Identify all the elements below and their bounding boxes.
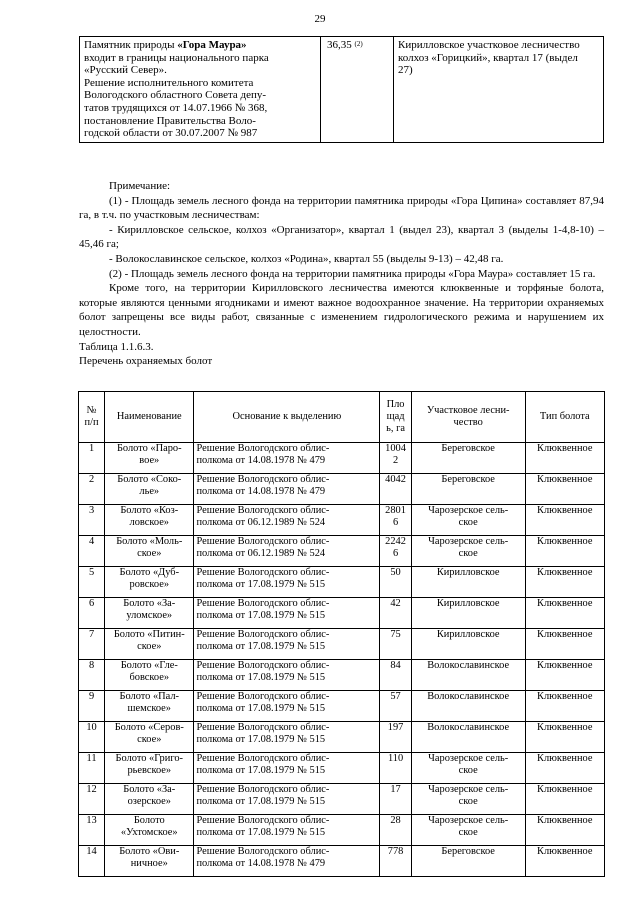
row-number-line: 10 bbox=[86, 722, 97, 733]
bog-name-line: Болото «Коз- bbox=[120, 505, 179, 516]
bog-basis-line: Решение Вологодского облис- bbox=[196, 536, 330, 547]
bog-basis bbox=[194, 567, 380, 598]
bog-name-line: Болото «Серов- bbox=[114, 722, 184, 733]
monument-continuation-table bbox=[79, 36, 604, 143]
bog-forestry bbox=[411, 722, 525, 753]
bog-name bbox=[105, 660, 194, 691]
bog-basis bbox=[194, 474, 380, 505]
bog-type bbox=[525, 629, 604, 660]
bog-forestry bbox=[411, 691, 525, 722]
bog-type-line: Клюквенное bbox=[537, 567, 593, 578]
bog-area-line: 17 bbox=[390, 784, 401, 795]
page-number: 29 bbox=[314, 13, 326, 25]
header-forestry: Участковое лесни- чество bbox=[411, 392, 525, 443]
bog-name bbox=[105, 691, 194, 722]
row-number-line: 1 bbox=[88, 443, 95, 454]
area-footnote-mark: (2) bbox=[354, 40, 363, 48]
row-number-line: 8 bbox=[88, 660, 95, 671]
bog-name bbox=[105, 753, 194, 784]
row-number-line: 13 bbox=[86, 815, 97, 826]
bog-type-line: Клюквенное bbox=[537, 629, 593, 640]
bog-type-line: Клюквенное bbox=[537, 722, 593, 733]
bog-forestry bbox=[411, 443, 525, 474]
bog-basis bbox=[194, 598, 380, 629]
protected-bogs-table bbox=[78, 391, 605, 877]
bog-basis-line: Решение Вологодского облис- bbox=[196, 505, 330, 516]
row-number-line: 12 bbox=[86, 784, 97, 795]
bog-area-line: 197 bbox=[387, 722, 404, 733]
bog-name bbox=[105, 784, 194, 815]
monument-description-cell bbox=[80, 37, 321, 143]
bog-area bbox=[380, 722, 412, 753]
note-1: (1) - Площадь земель лесного фонда на территории памятника природы «Гора Ципина» составляет 87,94 га, в т.ч. по участковым лесничествам: bbox=[79, 194, 604, 222]
table-row bbox=[79, 691, 605, 722]
header-area: Пло щад ь, га bbox=[380, 392, 412, 443]
table-row bbox=[79, 753, 605, 784]
row-number-line: 5 bbox=[88, 567, 95, 578]
note-2: (2) - Площадь земель лесного фонда на территории памятника природы «Гора Маура» составляет 15 га. bbox=[109, 267, 596, 280]
table-row bbox=[79, 784, 605, 815]
monument-prefix: Памятник природы bbox=[84, 39, 178, 51]
bog-forestry bbox=[411, 660, 525, 691]
bog-area bbox=[380, 598, 412, 629]
table-label: Таблица 1.1.6.3. bbox=[79, 340, 154, 353]
monument-line: Вологодского областного Совета депу- bbox=[84, 89, 267, 102]
forestry-line: колхоз «Горицкий», квартал 17 (выдел bbox=[398, 51, 578, 64]
bog-forestry-line: Кирилловское bbox=[436, 598, 500, 609]
bog-name-line: вое» bbox=[139, 455, 160, 466]
bog-basis-line: Решение Вологодского облис- bbox=[196, 660, 330, 671]
bog-name-line: Болото «Соко- bbox=[117, 474, 182, 485]
row-number bbox=[79, 536, 105, 567]
bog-basis-line: полкома от 14.08.1978 № 479 bbox=[196, 455, 326, 466]
table-caption: Перечень охраняемых болот bbox=[79, 355, 213, 368]
bog-type-line: Клюквенное bbox=[537, 846, 593, 857]
bog-name-line: ское» bbox=[137, 734, 162, 745]
row-number bbox=[79, 629, 105, 660]
bog-area bbox=[380, 567, 412, 598]
row-number bbox=[79, 753, 105, 784]
bog-forestry-line: Береговское bbox=[441, 474, 495, 485]
row-number bbox=[79, 815, 105, 846]
bog-name-line: ровское» bbox=[129, 579, 170, 590]
monument-area: 36,35 bbox=[327, 39, 352, 51]
row-number bbox=[79, 443, 105, 474]
bog-area-line: 110 bbox=[387, 753, 404, 764]
table-row bbox=[79, 598, 605, 629]
bog-name bbox=[105, 722, 194, 753]
bog-forestry bbox=[411, 536, 525, 567]
bog-type-line: Клюквенное bbox=[537, 691, 593, 702]
bog-name-line: Болото «Дуб- bbox=[119, 567, 180, 578]
row-number-line: 9 bbox=[88, 691, 95, 702]
bog-type bbox=[525, 722, 604, 753]
bog-name bbox=[105, 598, 194, 629]
bog-forestry bbox=[411, 784, 525, 815]
bog-name bbox=[105, 846, 194, 877]
bog-basis bbox=[194, 722, 380, 753]
bog-forestry-line: ское bbox=[458, 796, 478, 807]
monument-line: татов трудящихся от 14.07.1966 № 368, bbox=[84, 101, 268, 114]
bog-forestry-line: Чарозерское сель- bbox=[428, 753, 509, 764]
forestry-line: 27) bbox=[398, 64, 413, 77]
bog-forestry bbox=[411, 567, 525, 598]
bog-basis-line: полкома от 17.08.1979 № 515 bbox=[196, 610, 326, 621]
row-number bbox=[79, 598, 105, 629]
table-row bbox=[79, 846, 605, 877]
bog-forestry-line: Береговское bbox=[441, 443, 495, 454]
bog-name-line: «Ухтомское» bbox=[120, 827, 178, 838]
bog-basis-line: полкома от 17.08.1979 № 515 bbox=[196, 579, 326, 590]
bog-area-line: 6 bbox=[392, 517, 399, 528]
bog-forestry bbox=[411, 505, 525, 536]
bog-basis-line: Решение Вологодского облис- bbox=[196, 567, 330, 578]
bog-forestry-line: Чарозерское сель- bbox=[428, 505, 509, 516]
bog-type-line: Клюквенное bbox=[537, 474, 593, 485]
bog-name-line: Болото «За- bbox=[123, 784, 176, 795]
bog-area-line: 84 bbox=[390, 660, 401, 671]
bog-name bbox=[105, 536, 194, 567]
bog-basis-line: Решение Вологодского облис- bbox=[196, 815, 330, 826]
bog-type-line: Клюквенное bbox=[537, 784, 593, 795]
bog-basis bbox=[194, 660, 380, 691]
bog-type-line: Клюквенное bbox=[537, 753, 593, 764]
bog-forestry-line: ское bbox=[458, 765, 478, 776]
bog-name-line: уломское» bbox=[126, 610, 173, 621]
row-number bbox=[79, 691, 105, 722]
note-1b: - Волокославинское сельское, колхоз «Родина», квартал 55 (выделы 9-13) – 42,48 га. bbox=[109, 252, 504, 265]
bog-forestry-line: Чарозерское сель- bbox=[428, 784, 509, 795]
bog-type-line: Клюквенное bbox=[537, 536, 593, 547]
bog-area-line: 1004 bbox=[385, 443, 406, 454]
bog-basis bbox=[194, 629, 380, 660]
bog-area-line: 2801 bbox=[385, 505, 406, 516]
bog-basis-line: полкома от 17.08.1979 № 515 bbox=[196, 703, 326, 714]
bog-type bbox=[525, 505, 604, 536]
monument-row bbox=[80, 37, 604, 143]
bog-forestry-line: Береговское bbox=[441, 846, 495, 857]
bog-forestry bbox=[411, 753, 525, 784]
bog-forestry bbox=[411, 629, 525, 660]
bog-basis bbox=[194, 846, 380, 877]
bog-basis-line: полкома от 17.08.1979 № 515 bbox=[196, 641, 326, 652]
forestry-line: Кирилловское участковое лесничество bbox=[398, 39, 580, 51]
bog-basis bbox=[194, 753, 380, 784]
bog-forestry-line: Волокославинское bbox=[427, 691, 510, 702]
bog-forestry-line: Чарозерское сель- bbox=[428, 536, 509, 547]
monument-forestry-cell bbox=[394, 37, 604, 143]
notes-section bbox=[79, 179, 604, 369]
bog-type-line: Клюквенное bbox=[537, 443, 593, 454]
table-row bbox=[79, 815, 605, 846]
bog-basis-line: полкома от 17.08.1979 № 515 bbox=[196, 734, 326, 745]
table-row bbox=[79, 722, 605, 753]
monument-line: Решение исполнительного комитета bbox=[84, 76, 254, 89]
bog-forestry-line: ское bbox=[458, 827, 478, 838]
bog-area-line: 50 bbox=[390, 567, 401, 578]
bog-type bbox=[525, 753, 604, 784]
table-row bbox=[79, 660, 605, 691]
bog-basis bbox=[194, 691, 380, 722]
table-row bbox=[79, 505, 605, 536]
bog-type bbox=[525, 474, 604, 505]
bog-area-line: 28 bbox=[390, 815, 401, 826]
bog-basis-line: полкома от 17.08.1979 № 515 bbox=[196, 796, 326, 807]
monument-area-cell bbox=[321, 37, 394, 143]
row-number-line: 14 bbox=[86, 846, 97, 857]
bog-type bbox=[525, 598, 604, 629]
header-basis: Основание к выделению bbox=[194, 392, 380, 443]
bogs-paragraph: Кроме того, на территории Кирилловского лесничества имеются клюквенные и торфяные болота, которые являются ценными ягодниками и имеют важное водоохранное значение. На территории охраняемых болот запрещены все виды работ, связанные с изменением гидрологического режима и нарушением их целостности. bbox=[79, 282, 604, 338]
bog-area bbox=[380, 660, 412, 691]
bog-name-line: Болото «Ови- bbox=[119, 846, 180, 857]
bog-forestry-line: Кирилловское bbox=[436, 567, 500, 578]
bog-name bbox=[105, 629, 194, 660]
bog-area-line: 57 bbox=[390, 691, 401, 702]
bog-name-line: Болото bbox=[133, 815, 165, 826]
bog-area bbox=[380, 629, 412, 660]
bog-name-line: ское» bbox=[137, 548, 162, 559]
bog-name-line: ничное» bbox=[130, 858, 168, 869]
bog-type bbox=[525, 660, 604, 691]
bog-name-line: Болото «Григо- bbox=[115, 753, 183, 764]
bog-forestry-line: Волокославинское bbox=[427, 722, 510, 733]
bog-area-line: 42 bbox=[390, 598, 401, 609]
bog-basis-line: Решение Вологодского облис- bbox=[196, 598, 330, 609]
bog-name-line: озерское» bbox=[127, 796, 171, 807]
bog-basis-line: Решение Вологодского облис- bbox=[196, 629, 330, 640]
bog-basis-line: полкома от 06.12.1989 № 524 bbox=[196, 548, 326, 559]
bog-type-line: Клюквенное bbox=[537, 660, 593, 671]
table-header-row bbox=[79, 392, 605, 443]
bog-area-line: 778 bbox=[387, 846, 404, 857]
table-row bbox=[79, 629, 605, 660]
bog-name-line: Болото «Пал- bbox=[119, 691, 180, 702]
row-number bbox=[79, 846, 105, 877]
bog-forestry bbox=[411, 474, 525, 505]
bog-basis-line: Решение Вологодского облис- bbox=[196, 474, 330, 485]
header-name: Наименование bbox=[105, 392, 194, 443]
bog-area-line: 6 bbox=[392, 548, 399, 559]
row-number bbox=[79, 660, 105, 691]
bog-type-line: Клюквенное bbox=[537, 505, 593, 516]
row-number-line: 6 bbox=[88, 598, 95, 609]
notes-title: Примечание: bbox=[109, 180, 171, 192]
row-number bbox=[79, 474, 105, 505]
bog-area bbox=[380, 443, 412, 474]
bog-type bbox=[525, 815, 604, 846]
bog-type bbox=[525, 536, 604, 567]
row-number bbox=[79, 722, 105, 753]
bog-basis-line: полкома от 17.08.1979 № 515 bbox=[196, 765, 326, 776]
row-number-line: 2 bbox=[88, 474, 95, 485]
bog-name bbox=[105, 505, 194, 536]
bog-name bbox=[105, 474, 194, 505]
bog-basis-line: Решение Вологодского облис- bbox=[196, 753, 330, 764]
bog-basis bbox=[194, 815, 380, 846]
bog-basis-line: полкома от 06.12.1989 № 524 bbox=[196, 517, 326, 528]
bog-name bbox=[105, 567, 194, 598]
bog-area bbox=[380, 753, 412, 784]
monument-line: «Русский Север». bbox=[84, 64, 167, 77]
bog-area bbox=[380, 846, 412, 877]
bog-area bbox=[380, 536, 412, 567]
table-row bbox=[79, 536, 605, 567]
row-number bbox=[79, 567, 105, 598]
bog-name bbox=[105, 815, 194, 846]
row-number bbox=[79, 784, 105, 815]
monument-line: постановление Правительства Воло- bbox=[84, 114, 256, 127]
monument-line: годской области от 30.07.2007 № 987 bbox=[84, 127, 258, 140]
bog-name-line: Болото «Питин- bbox=[113, 629, 185, 640]
bog-area-line: 2 bbox=[392, 455, 399, 466]
table-row bbox=[79, 474, 605, 505]
bog-name-line: Болото «Гле- bbox=[120, 660, 178, 671]
row-number-line: 7 bbox=[88, 629, 95, 640]
bog-forestry bbox=[411, 846, 525, 877]
note-1a: - Кирилловское сельское, колхоз «Организатор», квартал 1 (выдел 23), квартал 3 (выделы 1-4,8-10) – 45,46 га; bbox=[79, 223, 604, 251]
bog-basis bbox=[194, 784, 380, 815]
bog-area-line: 75 bbox=[390, 629, 401, 640]
bog-basis bbox=[194, 536, 380, 567]
row-number-line: 4 bbox=[88, 536, 95, 547]
bog-area-line: 4042 bbox=[385, 474, 406, 485]
bog-area bbox=[380, 505, 412, 536]
bog-basis-line: Решение Вологодского облис- bbox=[196, 722, 330, 733]
bog-basis-line: Решение Вологодского облис- bbox=[196, 691, 330, 702]
bog-forestry bbox=[411, 815, 525, 846]
bog-area bbox=[380, 815, 412, 846]
bog-type bbox=[525, 567, 604, 598]
row-number-line: 11 bbox=[86, 753, 97, 764]
bog-forestry-line: ское bbox=[458, 517, 478, 528]
bog-forestry-line: ское bbox=[458, 548, 478, 559]
bog-type-line: Клюквенное bbox=[537, 598, 593, 609]
bog-name-line: Болото «Паро- bbox=[116, 443, 182, 454]
bog-forestry-line: Чарозерское сель- bbox=[428, 815, 509, 826]
bog-basis-line: Решение Вологодского облис- bbox=[196, 846, 330, 857]
bog-forestry bbox=[411, 598, 525, 629]
bog-area-line: 2242 bbox=[385, 536, 406, 547]
bog-area bbox=[380, 474, 412, 505]
bog-type bbox=[525, 784, 604, 815]
bog-name-line: бовское» bbox=[129, 672, 170, 683]
bog-name bbox=[105, 443, 194, 474]
table-row bbox=[79, 567, 605, 598]
bog-forestry-line: Кирилловское bbox=[436, 629, 500, 640]
bog-basis bbox=[194, 505, 380, 536]
bog-type bbox=[525, 691, 604, 722]
bog-type bbox=[525, 443, 604, 474]
header-bog-type: Тип болота bbox=[525, 392, 604, 443]
bog-basis bbox=[194, 443, 380, 474]
bog-basis-line: Решение Вологодского облис- bbox=[196, 443, 330, 454]
bog-name-line: ловское» bbox=[129, 517, 170, 528]
bog-basis-line: Решение Вологодского облис- bbox=[196, 784, 330, 795]
bog-area bbox=[380, 784, 412, 815]
bog-name-line: шемское» bbox=[127, 703, 171, 714]
bog-name-line: лье» bbox=[139, 486, 160, 497]
bog-type-line: Клюквенное bbox=[537, 815, 593, 826]
bog-name-line: Болото «Моль- bbox=[116, 536, 183, 547]
bog-name-line: рьевское» bbox=[127, 765, 172, 776]
row-number-line: 3 bbox=[88, 505, 95, 516]
bog-basis-line: полкома от 17.08.1979 № 515 bbox=[196, 827, 326, 838]
bog-type bbox=[525, 846, 604, 877]
bog-basis-line: полкома от 14.08.1978 № 479 bbox=[196, 858, 326, 869]
bog-name-line: ское» bbox=[137, 641, 162, 652]
bog-name-line: Болото «За- bbox=[123, 598, 176, 609]
monument-line: входит в границы национального парка bbox=[84, 51, 269, 64]
bog-forestry-line: Волокославинское bbox=[427, 660, 510, 671]
bog-basis-line: полкома от 14.08.1978 № 479 bbox=[196, 486, 326, 497]
row-number bbox=[79, 505, 105, 536]
bog-area bbox=[380, 691, 412, 722]
bog-basis-line: полкома от 17.08.1979 № 515 bbox=[196, 672, 326, 683]
bog-rows bbox=[79, 443, 605, 877]
monument-title: «Гора Маура» bbox=[177, 39, 247, 51]
table-row bbox=[79, 443, 605, 474]
header-number: № п/п bbox=[79, 392, 105, 443]
